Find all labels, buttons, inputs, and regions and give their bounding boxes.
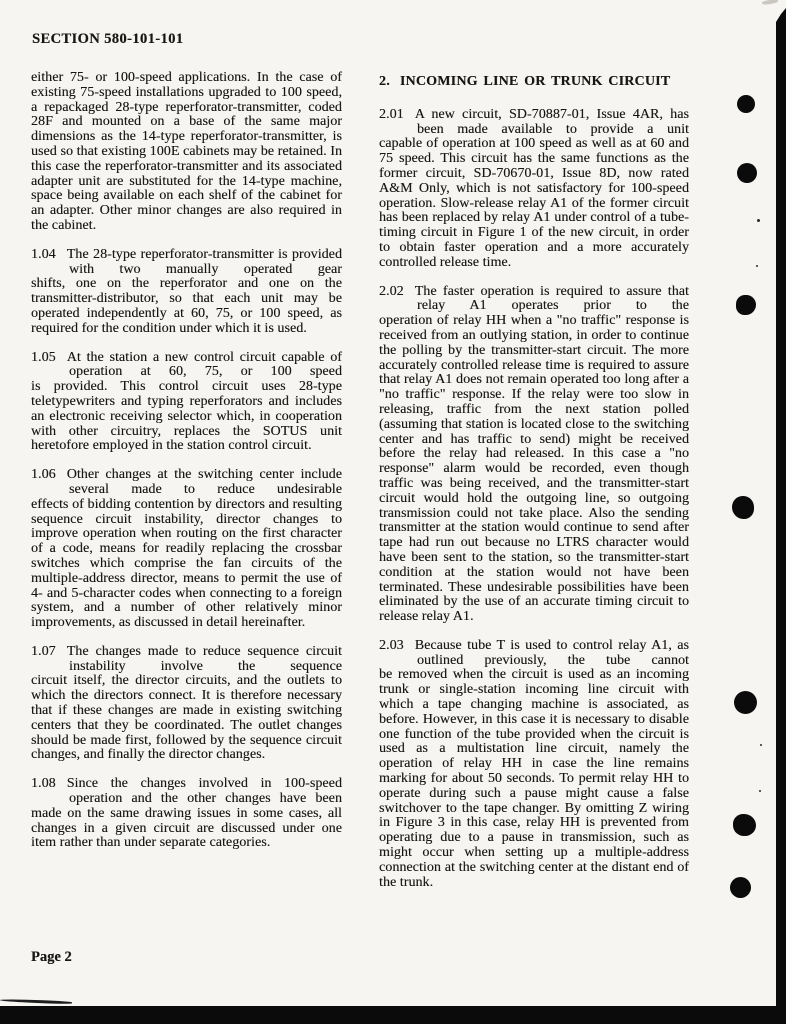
binder-ink-dot: [734, 691, 757, 714]
paragraph-number: 1.04: [31, 246, 56, 262]
paragraph-lead: 2.02 The faster operation is required to assure that relay A1 operates prior to the: [379, 283, 689, 314]
section-heading-title: INCOMING LINE OR TRUNK CIRCUIT: [399, 74, 671, 89]
paragraph-text: be removed when the circuit is used as an incoming trunk or single-station incoming line circuit with which a tape changing machine is associated, as before. However, in this case it is necessary to disable one function of the tube provided when the circuit is used as a multistation line circuit, namely the operation of relay HH in case the line remains marking for about 50 seconds. To permit relay HH to operate during such a pause might cause a false switchover to the tape changer. By omitting Z wiring in Figure 3 in this case, relay HH is prevented from operating due to a pause in transmission, such as might occur when setting up a multiple-address connection at the switching center at the distant end of the trunk.: [379, 667, 689, 890]
paragraph-text: is provided. This control circuit uses 28-type teletypewriters and typing reperforators and includes an electronic receiving selector which, in cooperation with other circuitry, replaces the SOTUS unit heretofore employed in the station control circuit.: [31, 379, 342, 454]
ink-speck: [759, 790, 761, 792]
paragraph-text: either 75- or 100-speed applications. In the case of existing 75-speed installations upgraded to 100 speed, a repackaged 28-type reperforator-transmitter, coded 28F and mounted on a base of the same major dimensions as the 14-type reperforator-transmitter, is used so that existing 100E cabinets may be retained. In this case the reperforator-transmitter and its associated adapter unit are substituted for the 14-type machine, space being available on each shelf of the cabinet for an adapter. Other minor changes are also required in the cabinet.: [31, 70, 342, 233]
ink-speck: [756, 265, 758, 267]
section-number-header: SECTION 580-101-101: [32, 31, 184, 47]
paragraph-number: 2.01: [379, 106, 404, 122]
binder-ink-dot: [730, 877, 751, 898]
ink-speck: [760, 744, 762, 746]
paragraph: [379, 639, 689, 891]
paragraph-number: 1.08: [31, 776, 56, 792]
paragraph-text: capable of operation at 100 speed as well as at 60 and 75 speed. This circuit has the same functions as the former circuit, SD-70670-01, Issue 8D, now rated A&M Only, which is not satisfactory for 100-speed operation. Slow-release relay A1 of the former circuit has been replaced by relay A1 under control of a tube-timing circuit in Figure 1 of the new circuit, in order to obtain faster operation and a more accurately controlled release time.: [379, 136, 689, 270]
binder-ink-dot: [736, 295, 756, 315]
binder-ink-dot: [737, 95, 755, 113]
ink-speck: [757, 219, 760, 222]
section-heading-number: 2.: [379, 74, 390, 89]
paragraph-lead: 2.01 A new circuit, SD-70887-01, Issue 4AR, has been made available to provide a unit: [379, 106, 689, 137]
paragraph: [31, 351, 342, 455]
paragraph-lead: 1.04 The 28-type reperforator-transmitter is provided with two manually operated gear: [31, 246, 342, 277]
paragraph: [379, 285, 689, 625]
page-edge-curl: [0, 999, 72, 1004]
scan-edge-bar-right: [776, 0, 786, 1024]
paragraph: [31, 71, 342, 234]
paragraph-text: circuit itself, the director circuits, and the outlets to which the directors connect. It is therefore necessary that if these changes are made in existing switching centers that they be coordinated. The outlet changes should be made first, followed by the sequence circuit changes, and finally the director changes.: [31, 673, 342, 763]
paragraph-text: shifts, one on the reperforator and one on the transmitter-distributor, so that each unit may be operated independently at 60, 75, or 100 speed, as required for the condition under which it is used.: [31, 276, 342, 336]
paragraph-text: effects of bidding contention by directors and resulting sequence circuit instability, director changes to improve operation when routing on the first character of a code, means for readily replacing the crossbar switches which comprise the fan circuits of the multiple-address director, means to permit the use of 4- and 5-character codes when connecting to a foreign system, and a number of other relatively minor improvements, as discussed in detail hereinafter.: [31, 496, 342, 631]
page-number-footer: Page 2: [31, 949, 72, 965]
paragraph: [31, 645, 342, 763]
paragraph-number: 1.05: [31, 349, 56, 365]
section-heading: [379, 75, 689, 90]
paragraph-number: 1.06: [31, 467, 56, 483]
paragraph-number: 2.02: [379, 283, 404, 299]
paragraph-lead: 1.05 At the station a new control circuit capable of operation at 60, 75, or 100 speed: [31, 349, 342, 380]
scan-corner-smudge: [762, 0, 778, 5]
paragraph-lead: 1.06 Other changes at the switching center include several made to reduce undesirable: [31, 467, 342, 497]
paragraph-text: made on the same drawing issues in some cases, all changes in a given circuit are discussed under one item rather than under separate categories.: [31, 805, 342, 851]
right-column: [379, 71, 689, 904]
paragraph: [31, 248, 342, 337]
paragraph: [31, 777, 342, 851]
paragraph-number: 1.07: [31, 643, 56, 659]
paragraph-lead: 2.03 Because tube T is used to control relay A1, as outlined previously, the tube cannot: [379, 637, 689, 668]
paragraph: [31, 468, 342, 631]
binder-ink-dot: [737, 163, 757, 183]
paragraph-number: 2.03: [379, 637, 404, 653]
scan-edge-bar-bottom: [0, 1006, 786, 1024]
binder-ink-dot: [732, 496, 754, 519]
binder-ink-dot: [733, 814, 756, 836]
left-column: [31, 71, 342, 865]
paragraph: [379, 108, 689, 271]
paragraph-lead: 1.08 Since the changes involved in 100-speed operation and the other changes have been: [31, 776, 342, 807]
paragraph-text: operation of relay HH when a "no traffic" response is received from an outlying station, in order to continue the polling by the transmitter-start circuit. The more accurately controlled release time is required to assure that relay A1 does not remain operated too long after a "no traffic" response. If the relay were too slow in releasing, traffic from the next station polled (assuming that station is located close to the switching center and has traffic to send) might be received before the relay had released. In this case a "no response" alarm would be recorded, even though traffic was being received, and the transmitter-start circuit would hold the outgoing line, so outgoing transmission could not take place. Also the sending transmitter at the station would continue to send after tape had run out because no LTRS character would have been sent to the station, so the transmitter-start condition at the station would not have been terminated. These undesirable possibilities have been eliminated by the use of an accurate timing circuit to release relay A1.: [379, 313, 689, 625]
paragraph-lead: 1.07 The changes made to reduce sequence circuit instability involve the sequence: [31, 643, 342, 674]
